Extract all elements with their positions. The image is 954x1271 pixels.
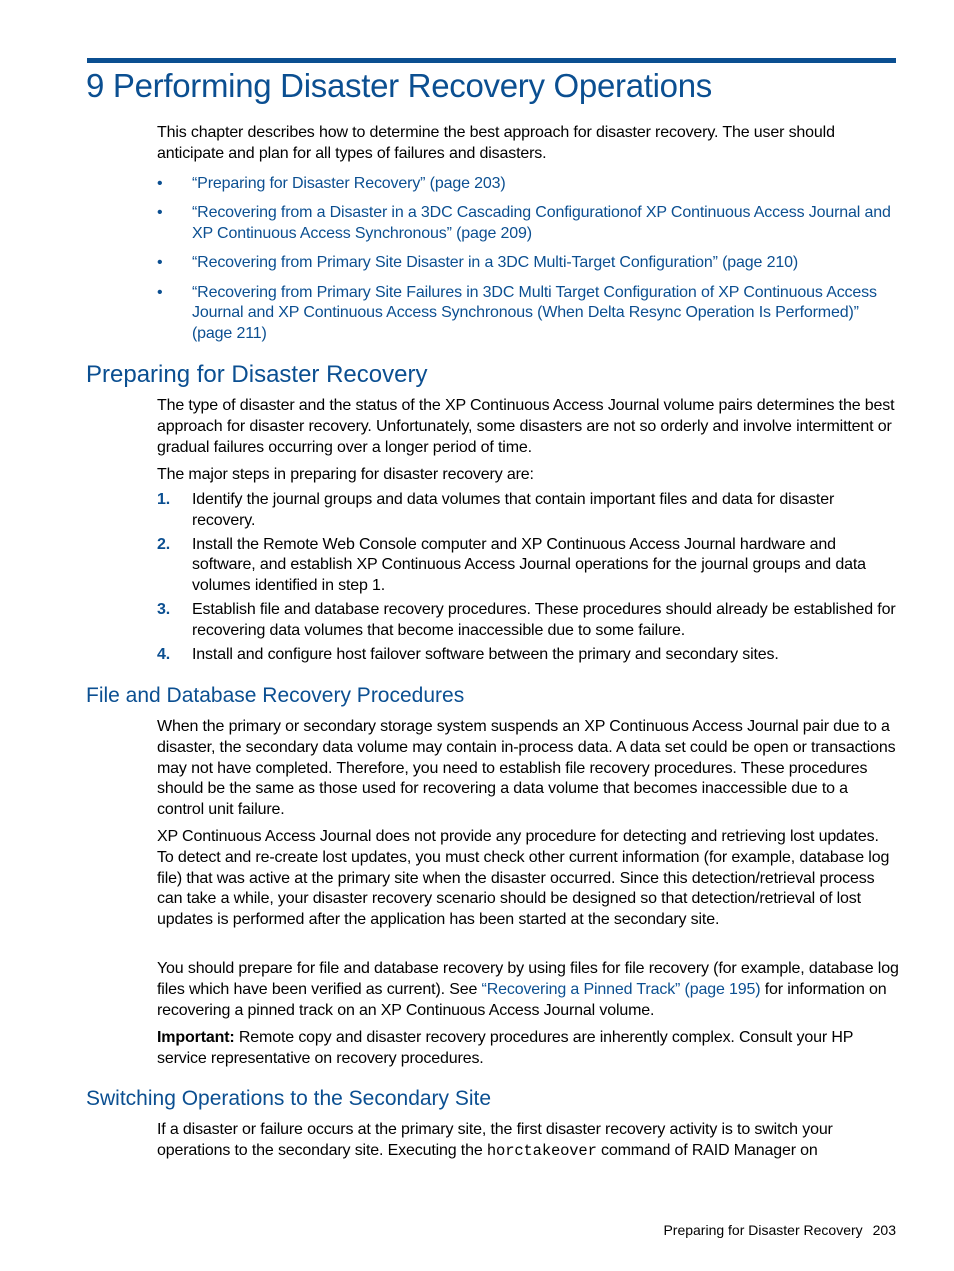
list-item[interactable] — [157, 283, 899, 345]
section-heading-switching: Switching Operations to the Secondary Site — [86, 1087, 492, 1110]
page-number: 203 — [872, 1222, 896, 1238]
step-text: Install the Remote Web Console computer and XP Continuous Access Journal hardware and software, and establish XP Continuous Access Journal operations for the journal groups and data volumes identified in step 1. — [192, 535, 866, 595]
bullet-icon: • — [157, 283, 163, 301]
switching-paragraph-1 — [157, 1120, 899, 1162]
list-item[interactable] — [157, 203, 899, 245]
step-text: Identify the journal groups and data volumes that contain important files and data for disaster recovery. — [192, 491, 835, 529]
paragraph-text: command of RAID Manager on — [596, 1141, 818, 1159]
section-heading-preparing: Preparing for Disaster Recovery — [86, 361, 428, 388]
contents-link[interactable]: “Recovering from Primary Site Failures in 3DC Multi Target Configuration of XP Continuous Access Journal and XP Continuous Access Synchronous (When Delta Resync Operation Is Performed)” (page 211) — [192, 283, 877, 343]
bullet-icon: • — [157, 204, 163, 222]
contents-link[interactable]: “Recovering from Primary Site Disaster in a 3DC Multi-Target Configuration” (page 210) — [192, 254, 798, 272]
page-footer — [663, 1222, 896, 1238]
chapter-contents-list — [157, 174, 899, 354]
contents-link[interactable]: “Recovering from a Disaster in a 3DC Cascading Configurationof XP Continuous Access Journal and XP Continuous Access Synchronous” (page 209) — [192, 204, 891, 243]
chapter-title: 9 Performing Disaster Recovery Operations — [86, 67, 712, 104]
preparing-steps-list — [157, 490, 899, 668]
bullet-icon: • — [157, 175, 163, 192]
paragraph-text: You should prepare for file and database recovery by using files for file recovery (for example, database log files which have been verified as current). See — [157, 960, 899, 998]
file-db-paragraph-2: XP Continuous Access Journal does not provide any procedure for detecting and retrieving lost updates. To detect and re-create lost updates, you must check other current information (for example, database log file) that was active at the primary site when the disaster occurred. Since this detection/retrieval process can take a while, your disaster recovery scenario should be designed so that detection/retrieval of lost updates is performed after the application has been started at the secondary site. — [157, 828, 890, 929]
chapter-rule — [87, 58, 896, 63]
list-item — [157, 645, 899, 666]
step-text: Establish file and database recovery procedures. These procedures should already be established for recovering data volumes that become inaccessible due to some failure. — [192, 600, 896, 639]
step-text: Install and configure host failover software between the primary and secondary sites. — [192, 645, 779, 663]
list-item — [157, 535, 899, 597]
important-label: Important: — [157, 1029, 235, 1046]
list-item — [157, 600, 899, 642]
list-item[interactable] — [157, 174, 899, 195]
footer-section: Preparing for Disaster Recovery — [663, 1222, 863, 1238]
file-db-paragraph-3 — [157, 959, 899, 1021]
preparing-paragraph-2: The major steps in preparing for disaster recovery are: — [157, 466, 534, 483]
contents-link[interactable]: “Preparing for Disaster Recovery” (page 203) — [192, 175, 506, 192]
step-number: 4. — [157, 645, 171, 663]
preparing-paragraph-1: The type of disaster and the status of the XP Continuous Access Journal volume pairs determines the best approach for disaster recovery. Unfortunately, some disasters are not so orderly and involve intermittent or gradual failures occurring over a longer period of time. — [157, 397, 895, 456]
pinned-track-link[interactable]: “Recovering a Pinned Track” (page 195) — [481, 980, 761, 998]
file-db-paragraph-1: When the primary or secondary storage system suspends an XP Continuous Access Journal pair due to a disaster, the secondary data volume may contain in-process data. A data set could be open or transactions may not have completed. Therefore, you need to establish file recovery procedures. These procedures should be the same as those used for recovering a data volume that becomes inaccessible due to a control unit failure. — [157, 718, 896, 819]
command-code: horctakeover — [486, 1141, 597, 1160]
list-item — [157, 490, 899, 532]
step-number: 1. — [157, 491, 171, 508]
important-text: Remote copy and disaster recovery procedures are inherently complex. Consult your HP service representative on recovery procedures. — [157, 1029, 853, 1067]
step-number: 2. — [157, 535, 171, 553]
bullet-icon: • — [157, 254, 163, 272]
step-number: 3. — [157, 600, 171, 618]
important-note — [157, 1028, 899, 1070]
section-heading-file-db: File and Database Recovery Procedures — [86, 684, 465, 707]
list-item[interactable] — [157, 253, 899, 274]
paragraph-text: If a disaster or failure occurs at the primary site, the first disaster recovery activity is to switch your operations to the secondary site. Executing the — [157, 1121, 833, 1159]
chapter-intro: This chapter describes how to determine the best approach for disaster recovery. The user should anticipate and plan for all types of failures and disasters. — [157, 124, 835, 162]
paragraph-text: for information on recovering a pinned track on an XP Continuous Access Journal volume. — [157, 980, 887, 1019]
